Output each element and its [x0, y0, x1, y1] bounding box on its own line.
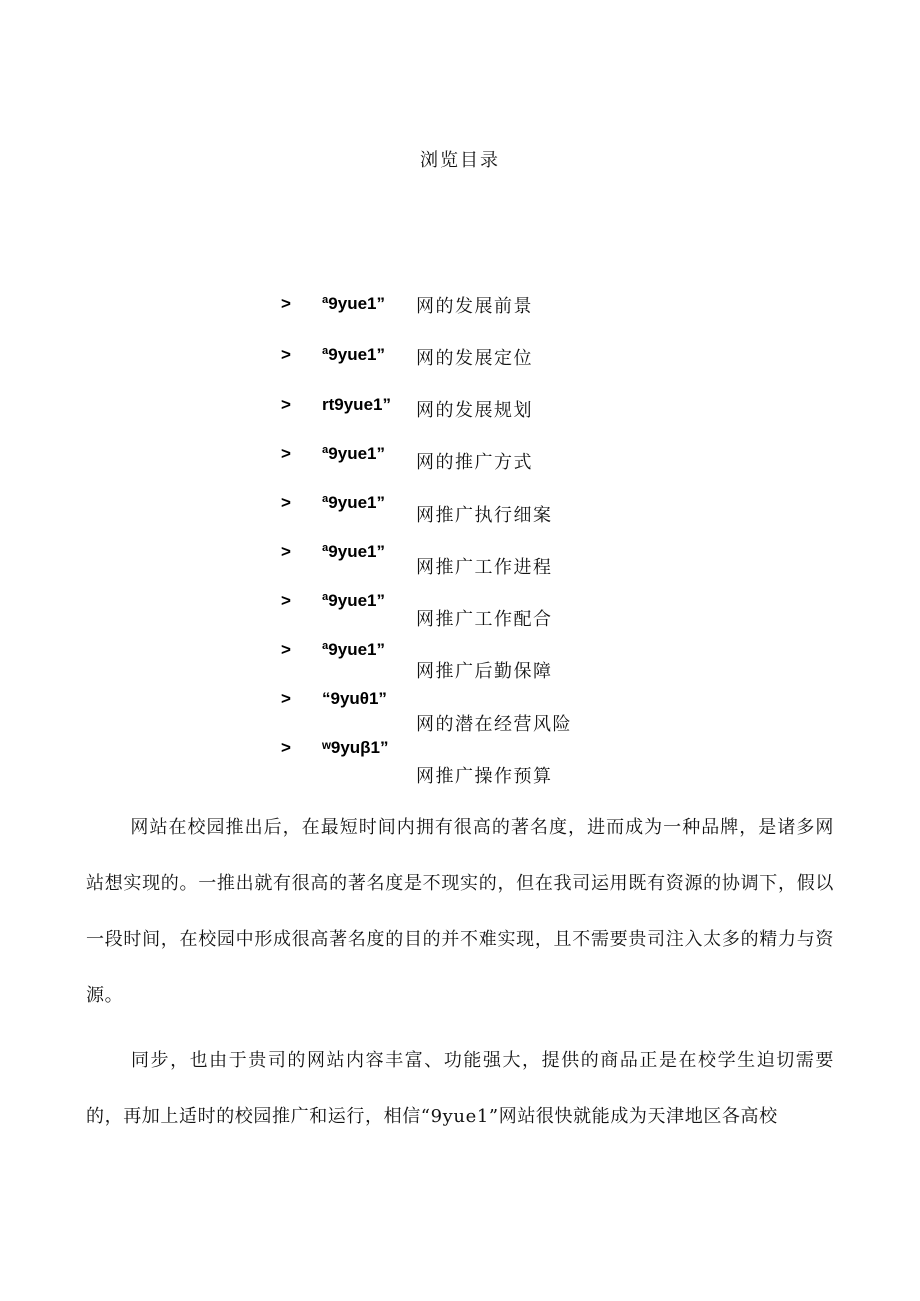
toc-text: 网推广工作配合 [416, 609, 553, 630]
toc-item[interactable] [0, 738, 920, 787]
toc-item[interactable] [0, 444, 920, 474]
toc-bullet: > [281, 345, 291, 364]
toc-item[interactable] [0, 640, 920, 682]
toc-text: 网的发展规划 [416, 400, 533, 421]
toc-code: ª9yue1” [322, 294, 385, 313]
toc-text: 网的发展定位 [416, 348, 533, 369]
paragraph-text: 网站在校园推出后，在最短时间内拥有很高的著名度，进而成为一种品牌，是诸多网站想实现的。一推出就有很高的著名度是不现实的，但在我司运用既有资源的协调下，假以一段时间，在校园中形成很高著名度的目的并不难实现，且不需要贵司注入太多的精力与资源。 [86, 817, 834, 1006]
toc-code: “9yuθ1” [322, 689, 387, 708]
toc-bullet: > [281, 591, 291, 610]
toc-bullet: > [281, 542, 291, 561]
toc-text: 网的发展前景 [416, 296, 533, 317]
toc-item[interactable] [0, 395, 920, 425]
toc-item[interactable] [0, 591, 920, 630]
toc-bullet: > [281, 689, 291, 708]
body-paragraph [86, 800, 834, 1024]
toc-item[interactable] [0, 689, 920, 735]
toc-item[interactable] [0, 294, 920, 324]
toc-item[interactable] [0, 493, 920, 526]
toc-code: ª9yue1” [322, 542, 385, 561]
toc-code: ª9yue1” [322, 640, 385, 659]
toc-bullet: > [281, 294, 291, 313]
toc-bullet: > [281, 493, 291, 512]
toc-item[interactable] [0, 542, 920, 578]
toc-code: ª9yue1” [322, 493, 385, 512]
toc-code: ʷ9yuβ1” [322, 738, 389, 757]
page-title: 浏览目录 [420, 150, 500, 171]
toc-code: ª9yue1” [322, 591, 385, 610]
toc-text: 网的推广方式 [416, 452, 533, 473]
toc-code: rt9yue1” [322, 395, 391, 414]
toc-bullet: > [281, 640, 291, 659]
toc-bullet: > [281, 395, 291, 414]
toc-bullet: > [281, 738, 291, 757]
toc-text: 网的潜在经营风险 [416, 714, 572, 735]
toc-bullet: > [281, 444, 291, 463]
toc-text: 网推广操作预算 [416, 766, 553, 787]
toc-text: 网推广后勤保障 [416, 661, 553, 682]
body-paragraph [86, 1033, 834, 1145]
toc-text: 网推广工作进程 [416, 557, 553, 578]
paragraph-text: 同步，也由于贵司的网站内容丰富、功能强大，提供的商品正是在校学生迫切需要的，再加上适时的校园推广和运行，相信“9yue1”网站很快就能成为天津地区各高校 [86, 1050, 834, 1127]
toc-text: 网推广执行细案 [416, 505, 553, 526]
toc-item[interactable] [0, 345, 920, 375]
toc-code: ª9yue1” [322, 345, 385, 364]
toc-code: ª9yue1” [322, 444, 385, 463]
